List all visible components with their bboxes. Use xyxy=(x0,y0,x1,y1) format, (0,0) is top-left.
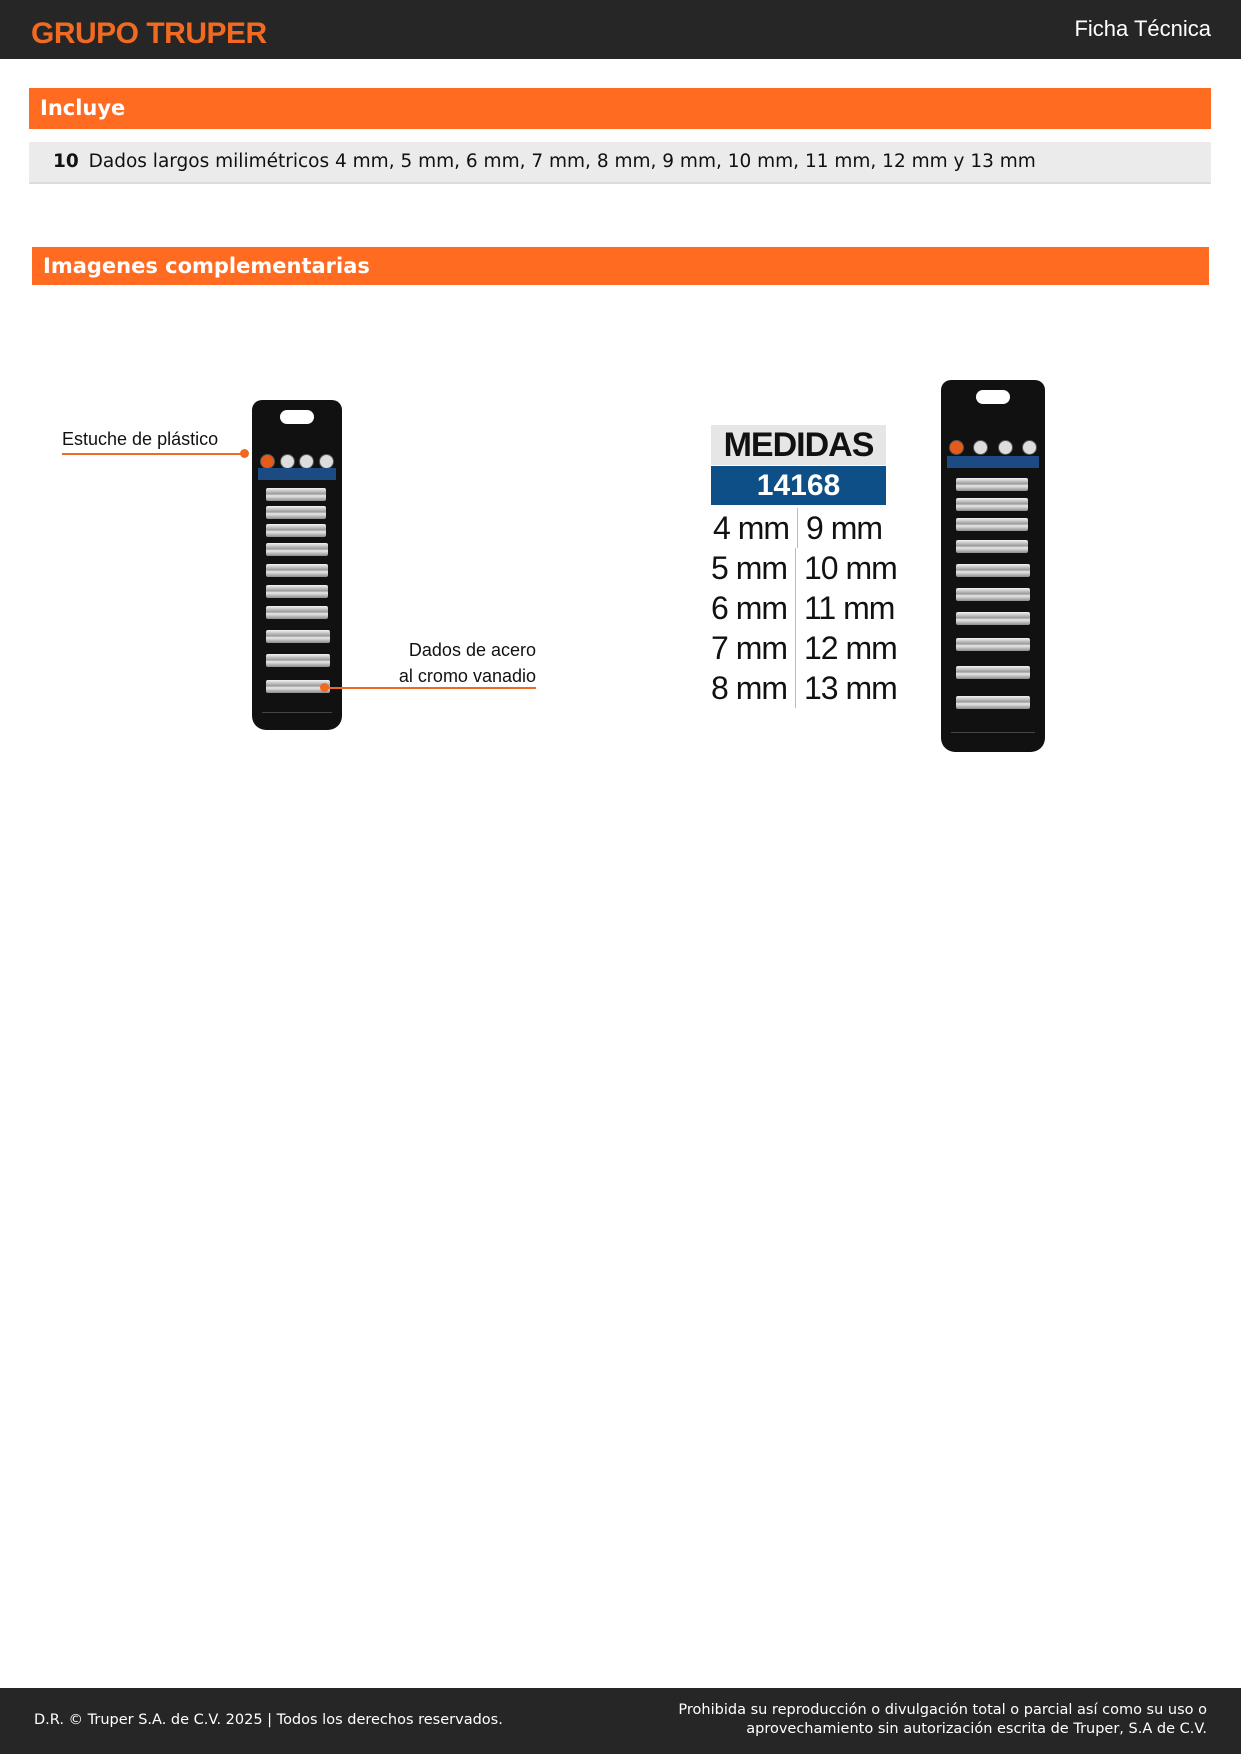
case-label-icons xyxy=(260,454,334,469)
socket xyxy=(266,654,330,667)
imagenes-section-header xyxy=(32,247,1209,285)
socket xyxy=(266,606,328,619)
socket xyxy=(956,518,1028,531)
medidas-cell-right: 12 mm xyxy=(804,630,897,666)
socket xyxy=(956,498,1028,511)
medidas-row xyxy=(711,588,895,628)
footer-bar xyxy=(0,1688,1241,1754)
callout-case-dot xyxy=(240,449,249,458)
footer-notice-line1: Prohibida su reproducción o divulgación total o parcial así como su uso o xyxy=(678,1702,1207,1718)
incluye-section-header xyxy=(29,88,1211,129)
socket xyxy=(266,543,328,556)
top-header-bar xyxy=(0,0,1241,59)
medidas-code: 14168 xyxy=(711,466,886,505)
incluye-item-row xyxy=(29,142,1211,184)
medidas-heading: MEDIDAS xyxy=(711,425,886,465)
medidas-cell-left: 6 mm xyxy=(711,588,796,628)
socket xyxy=(956,478,1028,491)
truper-logo: GRUPO TRUPER xyxy=(31,17,267,50)
medidas-cell-right: 13 mm xyxy=(804,670,897,706)
medidas-cell-left: 5 mm xyxy=(711,548,796,588)
case-footer xyxy=(262,712,332,721)
callout-case-label: Estuche de plástico xyxy=(62,429,219,449)
socket xyxy=(956,588,1030,601)
socket xyxy=(266,488,326,501)
callout-sockets-label xyxy=(370,637,536,689)
footer-copyright: D.R. © Truper S.A. de C.V. 2025 | Todos los derechos reservados. xyxy=(34,1712,503,1728)
medidas-cell-left: 4 mm xyxy=(711,508,798,548)
socket xyxy=(266,585,328,598)
medidas-cell-right: 11 mm xyxy=(804,590,895,626)
socket xyxy=(266,524,326,537)
socket xyxy=(956,638,1030,651)
socket xyxy=(956,612,1030,625)
medidas-row xyxy=(711,508,886,548)
socket xyxy=(266,564,328,577)
case-footer xyxy=(951,732,1035,741)
callout-sockets-line xyxy=(326,687,536,689)
callout-sockets-line2: al cromo vanadio xyxy=(398,666,536,686)
footer-notice-line2: aprovechamiento sin autorización escrita de Truper, S.A de C.V. xyxy=(746,1721,1207,1737)
socket xyxy=(956,540,1028,553)
page-title: Ficha Técnica xyxy=(1074,16,1211,41)
socket xyxy=(956,564,1030,577)
incluye-description: Dados largos milimétricos 4 mm, 5 mm, 6 mm, 7 mm, 8 mm, 9 mm, 10 mm, 11 mm, 12 mm y 13 mm xyxy=(88,151,1036,172)
medidas-cell-right: 10 mm xyxy=(804,550,897,586)
socket xyxy=(956,666,1030,679)
callout-sockets-line1: Dados de acero xyxy=(408,640,536,660)
socket xyxy=(956,696,1030,709)
footer-notice xyxy=(678,1701,1207,1739)
hang-hole xyxy=(280,410,314,424)
medidas-cell-right: 9 mm xyxy=(806,510,882,546)
socket xyxy=(266,630,330,643)
medidas-row xyxy=(711,628,897,668)
callout-case-line xyxy=(62,453,244,455)
medidas-cell-left: 8 mm xyxy=(711,668,796,708)
socket-case-image-right xyxy=(941,380,1045,752)
callout-sockets-dot xyxy=(320,683,329,692)
incluye-quantity: 10 xyxy=(53,151,79,172)
imagenes-title: Imagenes complementarias xyxy=(43,254,370,278)
case-label-band xyxy=(947,456,1039,468)
case-label-icons xyxy=(949,440,1037,455)
medidas-row xyxy=(711,668,897,708)
incluye-title: Incluye xyxy=(40,96,126,120)
socket-case-image-left xyxy=(252,400,342,730)
socket xyxy=(266,506,326,519)
case-label-band xyxy=(258,468,336,480)
hang-hole xyxy=(976,390,1010,404)
medidas-table xyxy=(711,508,897,708)
medidas-row xyxy=(711,548,897,588)
medidas-cell-left: 7 mm xyxy=(711,628,796,668)
